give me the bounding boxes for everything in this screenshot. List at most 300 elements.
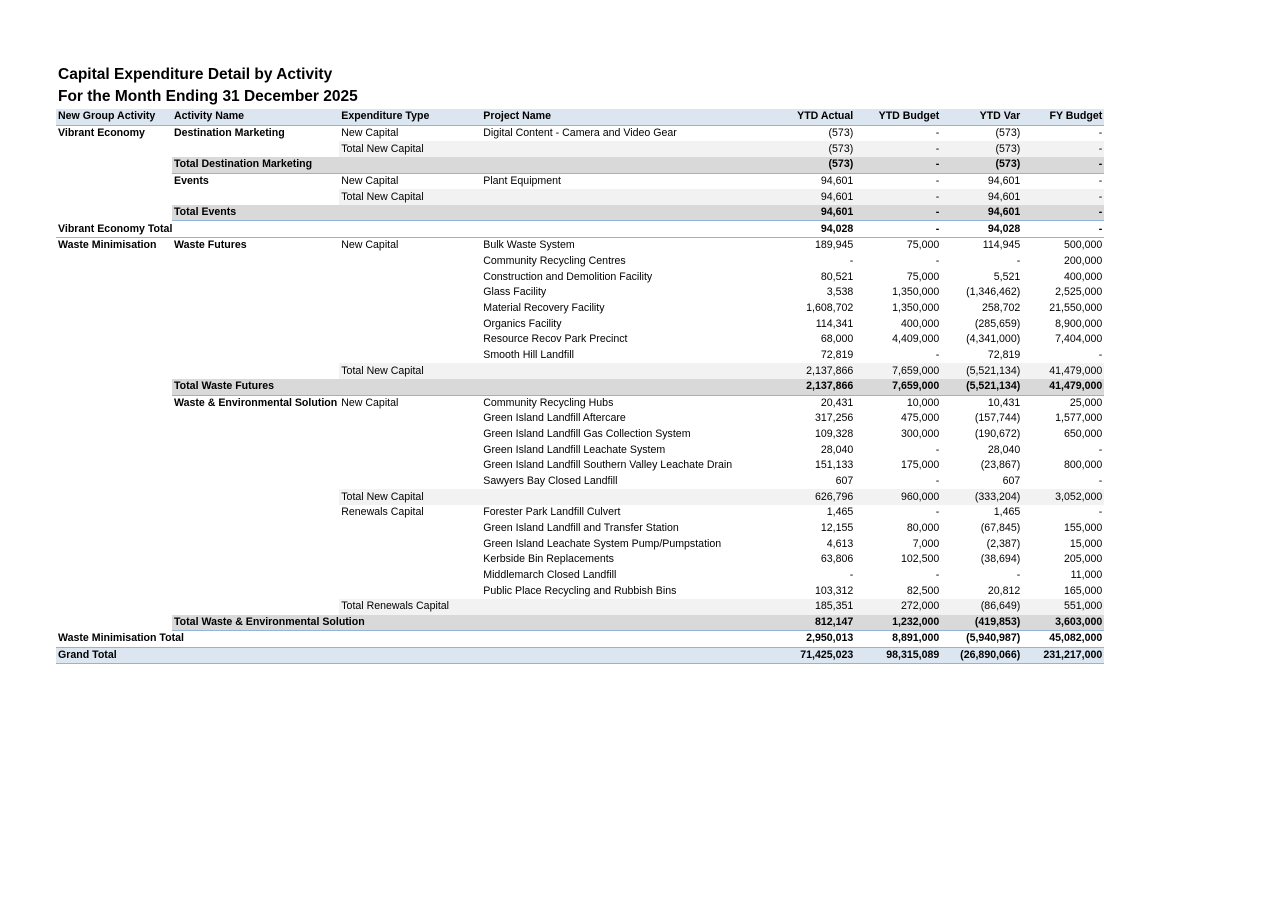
- ytd-budget-cell: -: [935, 174, 940, 187]
- table-row: [56, 458, 1104, 474]
- ytd-budget-cell: -: [935, 126, 940, 139]
- empty-cell: [56, 489, 172, 505]
- ytd-var-cell: (2,387): [986, 537, 1021, 550]
- ytd-budget-cell: 400,000: [900, 317, 940, 330]
- group-cell: [56, 332, 172, 348]
- exptype-cell: [339, 552, 481, 568]
- fy-budget-cell: 8,900,000: [1055, 317, 1103, 330]
- project-cell: Middlemarch Closed Landfill: [483, 568, 617, 581]
- exptype-cell: [339, 348, 481, 364]
- ytd-var-cell: (157,744): [974, 412, 1021, 425]
- ytd-budget-cell: 82,500: [906, 584, 940, 597]
- fy-budget-cell: -: [1022, 205, 1104, 221]
- col-header-exptype[interactable]: Expenditure Type: [339, 109, 481, 125]
- ytd-var-cell: (573): [941, 157, 1022, 173]
- ytd-budget-cell: -: [935, 255, 940, 268]
- exptype-cell: [339, 583, 481, 599]
- project-cell: Digital Content - Camera and Video Gear: [483, 126, 677, 139]
- empty-cell: [56, 157, 172, 173]
- group-cell: [56, 536, 172, 552]
- fy-budget-cell: -: [1022, 189, 1104, 205]
- empty-cell: [56, 363, 172, 379]
- table-row: [56, 568, 1104, 584]
- ytd-actual-cell: 607: [835, 475, 854, 488]
- fy-budget-cell: 11,000: [1070, 568, 1103, 581]
- group-cell: [56, 301, 172, 317]
- ytd-var-cell: 72,819: [987, 348, 1021, 361]
- subtotal-label: Total New Capital: [339, 141, 481, 157]
- project-cell: Green Island Landfill Leachate System: [483, 443, 666, 456]
- ytd-actual-cell: 12,155: [820, 521, 854, 534]
- empty-cell: [481, 141, 791, 157]
- group-cell: [56, 348, 172, 364]
- ytd-budget-cell: 300,000: [900, 428, 940, 441]
- activity-cell: [172, 552, 339, 568]
- ytd-budget-cell: 80,000: [906, 521, 940, 534]
- ytd-var-cell: 258,702: [981, 302, 1021, 314]
- fy-budget-cell: 400,000: [1063, 270, 1103, 283]
- fy-budget-cell: 2,525,000: [1055, 286, 1103, 299]
- activity-total-label: Total Waste Futures: [172, 379, 791, 395]
- ytd-budget-cell: 960,000: [855, 489, 941, 505]
- ytd-actual-cell: 63,806: [820, 553, 854, 566]
- grouptotal-row: [56, 631, 1104, 648]
- group-cell: [56, 316, 172, 332]
- group-cell: [56, 474, 172, 490]
- ytd-budget-cell: -: [855, 221, 941, 238]
- table-row: [56, 301, 1104, 317]
- ytd-actual-cell: 4,613: [826, 537, 854, 550]
- ytd-var-cell: 10,431: [987, 396, 1021, 409]
- activity-total-label: Total Waste & Environmental Solution: [172, 615, 791, 631]
- activity-cell: [172, 285, 339, 301]
- exptype-cell: [339, 254, 481, 270]
- group-cell: [56, 427, 172, 443]
- col-header-project[interactable]: Project Name: [481, 109, 791, 125]
- subtotal-row: [56, 489, 1104, 505]
- group-cell: [56, 442, 172, 458]
- fy-budget-cell: 205,000: [1063, 553, 1103, 566]
- ytd-var-cell: (38,694): [980, 553, 1021, 566]
- ytd-var-cell: -: [1016, 568, 1021, 581]
- exptype-cell: [339, 285, 481, 301]
- acttotal-row: [56, 157, 1104, 173]
- ytd-var-cell: 1,465: [993, 506, 1021, 519]
- project-cell: Glass Facility: [483, 286, 547, 299]
- fy-budget-cell: 45,082,000: [1022, 631, 1104, 648]
- ytd-actual-cell: 189,945: [814, 239, 854, 252]
- empty-cell: [481, 599, 791, 615]
- exptype-cell: [339, 316, 481, 332]
- ytd-var-cell: 114,945: [982, 239, 1021, 252]
- table-row: [56, 583, 1104, 599]
- report-title: Capital Expenditure Detail by Activity: [58, 66, 333, 83]
- table-row: [56, 254, 1104, 270]
- group-cell: [56, 505, 172, 521]
- activity-cell: [172, 269, 339, 285]
- activity-cell: Destination Marketing: [174, 126, 285, 139]
- table-row: [56, 348, 1104, 364]
- project-cell: Green Island Landfill Southern Valley Leachate Drain: [483, 459, 733, 472]
- exptype-cell: [339, 536, 481, 552]
- grandtotal-row: [56, 647, 1104, 664]
- ytd-var-cell: (67,845): [980, 521, 1021, 534]
- ytd-var-cell: (5,940,987): [941, 631, 1022, 648]
- col-header-fy-budget[interactable]: FY Budget: [1022, 109, 1104, 125]
- group-cell: [56, 521, 172, 537]
- ytd-actual-cell: 1,608,702: [806, 302, 854, 314]
- ytd-var-cell: (333,204): [941, 489, 1022, 505]
- subtotal-label: Total New Capital: [339, 363, 481, 379]
- fy-budget-cell: 3,603,000: [1022, 615, 1104, 631]
- ytd-actual-cell: 94,601: [791, 205, 855, 221]
- ytd-var-cell: (190,672): [974, 428, 1021, 441]
- group-cell: Waste Minimisation: [58, 239, 157, 252]
- table-row: [56, 411, 1104, 427]
- activity-cell: [172, 521, 339, 537]
- project-cell: Green Island Landfill Aftercare: [483, 412, 626, 425]
- exptype-cell: [339, 301, 481, 317]
- ytd-budget-cell: -: [935, 348, 940, 361]
- empty-cell: [56, 141, 172, 157]
- ytd-var-cell: 28,040: [987, 443, 1021, 456]
- table-row: [56, 395, 1104, 411]
- ytd-budget-cell: 98,315,089: [855, 647, 941, 664]
- ytd-var-cell: 607: [1002, 475, 1021, 488]
- ytd-var-cell: (285,659): [974, 317, 1021, 330]
- exptype-cell: [339, 521, 481, 537]
- subtotal-label: Total Renewals Capital: [339, 599, 481, 615]
- ytd-actual-cell: 2,137,866: [791, 379, 855, 395]
- empty-cell: [56, 615, 172, 631]
- activity-cell: [172, 442, 339, 458]
- ytd-budget-cell: 8,891,000: [855, 631, 941, 648]
- activity-cell: Waste & Environmental Solution: [174, 396, 338, 409]
- project-cell: Green Island Landfill and Transfer Station: [483, 521, 679, 534]
- ytd-var-cell: (5,521,134): [941, 363, 1022, 379]
- empty-cell: [172, 189, 339, 205]
- fy-budget-cell: -: [1022, 157, 1104, 173]
- ytd-var-cell: (4,341,000): [966, 333, 1021, 346]
- ytd-budget-cell: -: [935, 443, 940, 456]
- subtotal-row: [56, 599, 1104, 615]
- fy-budget-cell: -: [1022, 221, 1104, 238]
- ytd-actual-cell: 94,601: [791, 189, 855, 205]
- fy-budget-cell: 7,404,000: [1055, 333, 1103, 346]
- fy-budget-cell: 231,217,000: [1022, 647, 1104, 664]
- table-row: [56, 552, 1104, 568]
- ytd-budget-cell: -: [855, 189, 941, 205]
- ytd-budget-cell: -: [935, 568, 940, 581]
- subtotal-row: [56, 189, 1104, 205]
- ytd-var-cell: 94,028: [941, 221, 1022, 238]
- ytd-actual-cell: 2,137,866: [791, 363, 855, 379]
- ytd-budget-cell: 1,350,000: [892, 286, 940, 299]
- ytd-actual-cell: 2,950,013: [791, 631, 855, 648]
- activity-cell: Events: [174, 174, 209, 187]
- ytd-budget-cell: 272,000: [855, 599, 941, 615]
- ytd-budget-cell: 7,659,000: [855, 363, 941, 379]
- col-header-activity[interactable]: Activity Name: [172, 109, 339, 125]
- project-cell: Kerbside Bin Replacements: [483, 553, 614, 566]
- fy-budget-cell: 500,000: [1063, 239, 1103, 252]
- ytd-var-cell: (26,890,066): [941, 647, 1022, 664]
- empty-cell: [481, 363, 791, 379]
- ytd-var-cell: -: [1016, 255, 1021, 268]
- activity-cell: [172, 583, 339, 599]
- exptype-cell: [339, 411, 481, 427]
- ytd-budget-cell: 102,500: [900, 553, 940, 566]
- ytd-budget-cell: 7,000: [912, 537, 940, 550]
- ytd-actual-cell: (573): [791, 141, 855, 157]
- group-cell: [56, 269, 172, 285]
- ytd-actual-cell: 68,000: [820, 333, 854, 346]
- group-cell: [56, 568, 172, 584]
- ytd-actual-cell: -: [849, 568, 854, 581]
- exptype-cell: New Capital: [341, 174, 399, 187]
- table-row: [56, 442, 1104, 458]
- group-cell: [56, 583, 172, 599]
- fy-budget-cell: -: [1098, 126, 1103, 139]
- group-cell: [56, 458, 172, 474]
- fy-budget-cell: -: [1098, 443, 1103, 456]
- activity-total-label: Total Events: [172, 205, 791, 221]
- subtotal-row: [56, 363, 1104, 379]
- empty-cell: [56, 205, 172, 221]
- project-cell: Forester Park Landfill Culvert: [483, 506, 621, 519]
- ytd-budget-cell: 7,659,000: [855, 379, 941, 395]
- fy-budget-cell: 155,000: [1063, 521, 1103, 534]
- ytd-var-cell: (23,867): [980, 459, 1021, 472]
- project-cell: Smooth Hill Landfill: [483, 348, 574, 361]
- ytd-actual-cell: (573): [828, 126, 854, 139]
- project-cell: Organics Facility: [483, 317, 562, 330]
- table-row: [56, 285, 1104, 301]
- fy-budget-cell: -: [1098, 475, 1103, 488]
- project-cell: Material Recovery Facility: [483, 302, 605, 314]
- activity-cell: [172, 458, 339, 474]
- ytd-budget-cell: 75,000: [906, 239, 940, 252]
- table-row: [56, 238, 1104, 254]
- activity-total-label: Total Destination Marketing: [172, 157, 791, 173]
- table-body: [56, 125, 1104, 664]
- group-cell: Vibrant Economy: [58, 126, 145, 139]
- exptype-cell: New Capital: [341, 126, 399, 139]
- activity-cell: [172, 474, 339, 490]
- ytd-actual-cell: 80,521: [820, 270, 854, 283]
- activity-cell: [172, 254, 339, 270]
- ytd-var-cell: (86,649): [941, 599, 1022, 615]
- fy-budget-cell: -: [1022, 141, 1104, 157]
- empty-cell: [172, 363, 339, 379]
- project-cell: Community Recycling Centres: [483, 255, 626, 268]
- fy-budget-cell: 41,479,000: [1022, 363, 1104, 379]
- ytd-budget-cell: -: [935, 506, 940, 519]
- fy-budget-cell: 15,000: [1069, 537, 1103, 550]
- ytd-budget-cell: -: [855, 157, 941, 173]
- empty-cell: [481, 489, 791, 505]
- exptype-cell: [339, 474, 481, 490]
- fy-budget-cell: 3,052,000: [1022, 489, 1104, 505]
- ytd-var-cell: (419,853): [941, 615, 1022, 631]
- exptype-cell: [339, 442, 481, 458]
- ytd-actual-cell: 114,341: [815, 317, 854, 330]
- ytd-actual-cell: 94,601: [820, 174, 854, 187]
- fy-budget-cell: 1,577,000: [1055, 412, 1103, 425]
- table-row: [56, 316, 1104, 332]
- ytd-budget-cell: 75,000: [906, 270, 940, 283]
- table-row: [56, 505, 1104, 521]
- activity-cell: [172, 348, 339, 364]
- ytd-var-cell: (573): [995, 126, 1021, 139]
- acttotal-row: [56, 205, 1104, 221]
- exptype-cell: [339, 458, 481, 474]
- fy-budget-cell: 551,000: [1022, 599, 1104, 615]
- project-cell: Sawyers Bay Closed Landfill: [483, 475, 618, 488]
- empty-cell: [56, 379, 172, 395]
- exptype-cell: Renewals Capital: [341, 506, 424, 519]
- fy-budget-cell: 41,479,000: [1022, 379, 1104, 395]
- exptype-cell: [339, 269, 481, 285]
- subtotal-label: Total New Capital: [339, 189, 481, 205]
- group-total-label: Waste Minimisation Total: [56, 631, 791, 648]
- ytd-actual-cell: 3,538: [826, 286, 854, 299]
- project-cell: Green Island Leachate System Pump/Pumpstation: [483, 537, 722, 550]
- empty-cell: [172, 489, 339, 505]
- subtotal-label: Total New Capital: [339, 489, 481, 505]
- ytd-actual-cell: (573): [791, 157, 855, 173]
- table-row: [56, 536, 1104, 552]
- group-cell: [56, 173, 172, 189]
- fy-budget-cell: 25,000: [1069, 396, 1103, 409]
- ytd-var-cell: (5,521,134): [941, 379, 1022, 395]
- fy-budget-cell: -: [1098, 348, 1103, 361]
- subtotal-row: [56, 141, 1104, 157]
- ytd-budget-cell: 175,000: [900, 459, 940, 472]
- activity-cell: [172, 505, 339, 521]
- fy-budget-cell: 21,550,000: [1049, 302, 1103, 314]
- table-row: [56, 125, 1104, 141]
- ytd-var-cell: 94,601: [941, 205, 1022, 221]
- group-cell: [56, 552, 172, 568]
- ytd-budget-cell: -: [855, 205, 941, 221]
- exptype-cell: [339, 568, 481, 584]
- project-cell: Community Recycling Hubs: [483, 396, 614, 409]
- empty-cell: [172, 599, 339, 615]
- ytd-actual-cell: 185,351: [791, 599, 855, 615]
- group-cell: [56, 254, 172, 270]
- ytd-actual-cell: 103,312: [814, 584, 854, 597]
- ytd-actual-cell: 72,819: [820, 348, 854, 361]
- ytd-budget-cell: 1,232,000: [855, 615, 941, 631]
- empty-cell: [481, 189, 791, 205]
- ytd-var-cell: (573): [941, 141, 1022, 157]
- ytd-var-cell: 20,812: [987, 584, 1021, 597]
- grouptotal-row: [56, 221, 1104, 238]
- col-header-ytd-actual[interactable]: YTD Actual: [791, 109, 855, 125]
- ytd-budget-cell: 1,350,000: [892, 302, 940, 314]
- ytd-actual-cell: 71,425,023: [791, 647, 855, 664]
- exptype-cell: New Capital: [341, 239, 399, 252]
- capex-table: [56, 109, 1104, 664]
- ytd-budget-cell: -: [855, 141, 941, 157]
- ytd-actual-cell: 626,796: [791, 489, 855, 505]
- table-row: [56, 521, 1104, 537]
- table-row: [56, 332, 1104, 348]
- ytd-budget-cell: 10,000: [906, 396, 940, 409]
- table-row: [56, 427, 1104, 443]
- report-subtitle: For the Month Ending 31 December 2025: [58, 88, 358, 105]
- acttotal-row: [56, 379, 1104, 395]
- ytd-actual-cell: 317,256: [814, 412, 854, 425]
- ytd-var-cell: 5,521: [993, 270, 1021, 283]
- ytd-actual-cell: -: [849, 255, 854, 268]
- ytd-budget-cell: 475,000: [900, 412, 940, 425]
- ytd-actual-cell: 151,133: [814, 459, 854, 472]
- group-cell: [56, 285, 172, 301]
- exptype-cell: New Capital: [341, 396, 399, 409]
- grand-total-label: Grand Total: [56, 647, 791, 664]
- exptype-cell: [339, 332, 481, 348]
- fy-budget-cell: 165,000: [1063, 584, 1103, 597]
- ytd-actual-cell: 109,328: [814, 428, 854, 441]
- project-cell: Construction and Demolition Facility: [483, 270, 653, 283]
- empty-cell: [56, 189, 172, 205]
- project-cell: Plant Equipment: [483, 174, 561, 187]
- fy-budget-cell: 200,000: [1063, 255, 1103, 268]
- activity-cell: [172, 332, 339, 348]
- project-cell: Resource Recov Park Precinct: [483, 333, 628, 346]
- activity-cell: [172, 316, 339, 332]
- activity-cell: [172, 427, 339, 443]
- activity-cell: [172, 568, 339, 584]
- ytd-actual-cell: 1,465: [826, 506, 854, 519]
- col-header-ytd-var[interactable]: YTD Var: [941, 109, 1022, 125]
- project-cell: Public Place Recycling and Rubbish Bins: [483, 584, 677, 597]
- activity-cell: Waste Futures: [174, 239, 247, 252]
- fy-budget-cell: 800,000: [1063, 459, 1103, 472]
- ytd-budget-cell: 4,409,000: [892, 333, 940, 346]
- ytd-actual-cell: 20,431: [820, 396, 854, 409]
- ytd-actual-cell: 812,147: [791, 615, 855, 631]
- empty-cell: [56, 599, 172, 615]
- fy-budget-cell: -: [1098, 174, 1103, 187]
- ytd-var-cell: 94,601: [987, 174, 1021, 187]
- activity-cell: [172, 536, 339, 552]
- header-row: [56, 109, 1104, 125]
- group-cell: [56, 411, 172, 427]
- col-header-ytd-budget[interactable]: YTD Budget: [855, 109, 941, 125]
- ytd-actual-cell: 94,028: [791, 221, 855, 238]
- fy-budget-cell: 650,000: [1063, 428, 1103, 441]
- ytd-var-cell: (1,346,462): [966, 286, 1021, 299]
- ytd-actual-cell: 28,040: [820, 443, 854, 456]
- activity-cell: [172, 301, 339, 317]
- col-header-group[interactable]: New Group Activity: [56, 109, 172, 125]
- fy-budget-cell: -: [1098, 506, 1103, 519]
- table-row: [56, 173, 1104, 189]
- report-title-block: [58, 64, 358, 108]
- table-row: [56, 269, 1104, 285]
- project-cell: Green Island Landfill Gas Collection System: [483, 428, 691, 441]
- ytd-budget-cell: -: [935, 475, 940, 488]
- group-total-label: Vibrant Economy Total: [56, 221, 791, 238]
- group-cell: [56, 395, 172, 411]
- acttotal-row: [56, 615, 1104, 631]
- project-cell: Bulk Waste System: [483, 239, 575, 252]
- table-row: [56, 474, 1104, 490]
- ytd-var-cell: 94,601: [941, 189, 1022, 205]
